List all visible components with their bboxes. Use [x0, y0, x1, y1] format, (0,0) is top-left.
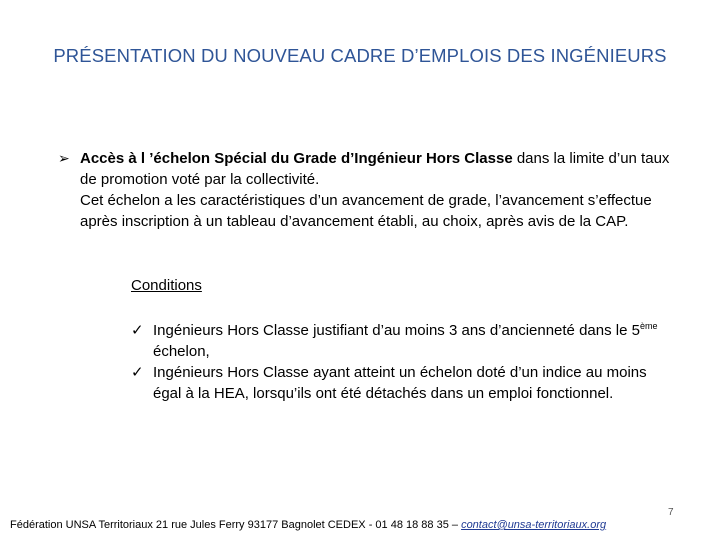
conditions-list — [131, 320, 676, 404]
conditions-item-1-text: Ingénieurs Hors Classe justifiant d’au moins 3 ans d’ancienneté dans le 5 — [153, 322, 640, 339]
footer — [10, 519, 720, 531]
checkmark-icon: ✓ — [131, 322, 144, 339]
conditions-item — [131, 362, 676, 404]
main-text-rest: dans la limite d’un taux de promotion voté par la collectivité. — [80, 150, 670, 188]
conditions-item-1-end: échelon, — [153, 343, 210, 360]
page-number: 7 — [668, 507, 674, 518]
main-paragraph-2: Cet échelon a les caractéristiques d’un avancement de grade, l’avancement s’effectue après inscription à un tableau d’avancement établi, au choix, après avis de la CAP. — [80, 192, 652, 230]
slide-title: PRÉSENTATION DU NOUVEAU CADRE D’EMPLOIS DES INGÉNIEURS — [53, 45, 667, 66]
superscript-eme: ème — [639, 321, 658, 331]
conditions-item-2-text: Ingénieurs Hors Classe ayant atteint un échelon doté d’un indice au moins égal à la HEA, lorsqu’ils ont été détachés dans un emploi fonctionnel. — [153, 364, 647, 402]
arrow-right-bullet-icon: ➢ — [58, 150, 70, 166]
main-paragraph — [80, 148, 673, 232]
footer-email-link[interactable]: contact@unsa-territoriaux.org — [461, 519, 607, 531]
footer-address: Fédération UNSA Territoriaux 21 rue Jules Ferry 93177 Bagnolet CEDEX - 01 48 18 88 35 – — [10, 519, 462, 531]
main-bullet-block — [58, 148, 673, 232]
main-bold-intro: Accès à l ’échelon Spécial du Grade d’Ingénieur Hors Classe — [80, 150, 513, 167]
conditions-heading: Conditions — [131, 277, 202, 294]
checkmark-icon: ✓ — [131, 364, 144, 381]
conditions-item — [131, 320, 676, 362]
